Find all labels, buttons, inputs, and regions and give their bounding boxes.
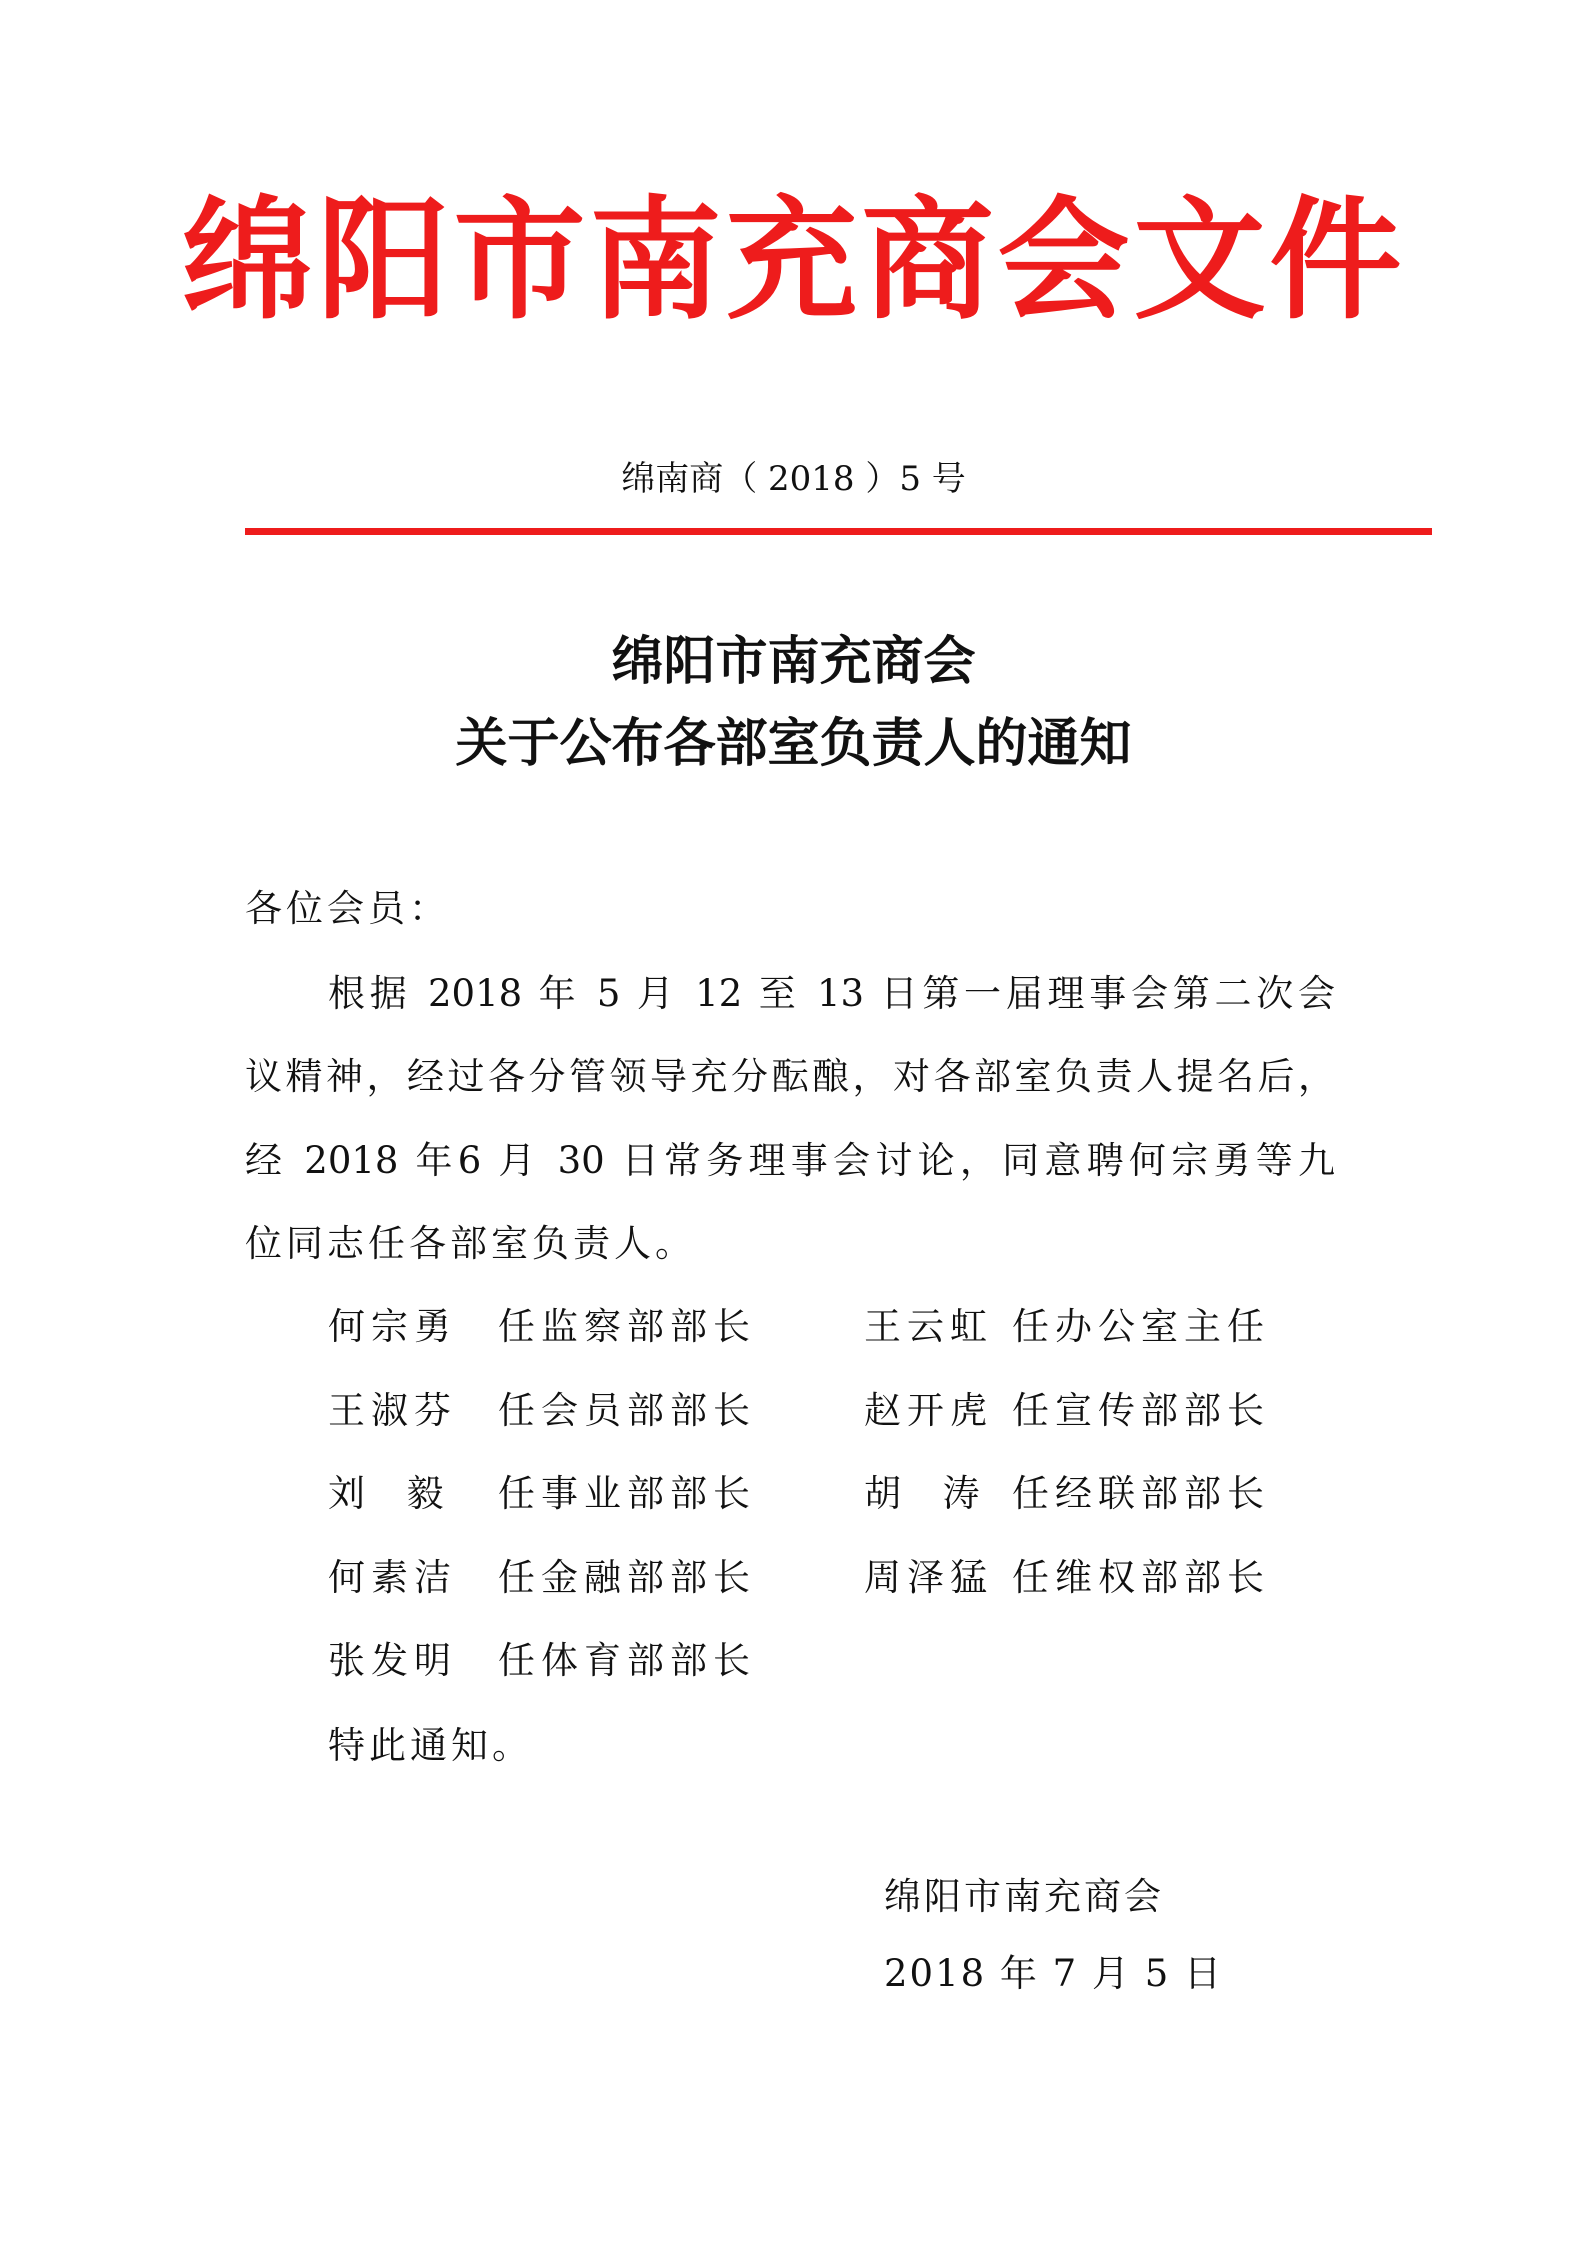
appointee-name: 何宗勇 xyxy=(328,1305,457,1348)
appointee-role: 任宣传部部长 xyxy=(1012,1389,1270,1432)
appointee-role: 任监察部部长 xyxy=(498,1305,756,1348)
salutation: 各位会员： xyxy=(245,887,450,930)
appointee-name: 王淑芬 xyxy=(328,1389,457,1432)
appointment-item xyxy=(328,1389,756,1432)
appointment-item xyxy=(864,1305,1270,1348)
appointee-role: 任办公室主任 xyxy=(1012,1305,1270,1348)
appointee-name: 刘 毅 xyxy=(328,1472,450,1515)
appointee-name: 王云虹 xyxy=(864,1305,993,1348)
red-divider-rule xyxy=(245,528,1432,535)
appointee-name: 何素洁 xyxy=(328,1556,457,1599)
appointment-item xyxy=(864,1556,1270,1599)
appointee-name: 赵开虎 xyxy=(864,1389,993,1432)
appointee-role: 任会员部部长 xyxy=(498,1389,756,1432)
appointee-role: 任维权部部长 xyxy=(1012,1556,1270,1599)
appointee-name: 张发明 xyxy=(328,1639,457,1682)
appointee-role: 任金融部部长 xyxy=(498,1556,756,1599)
signature-date: 2018 年 7 月 5 日 xyxy=(884,1952,1224,1995)
document-number: 绵南商（ 2018 ）5 号 xyxy=(621,459,966,499)
paragraph-line: 根据 2018 年 5 月 12 至 13 日第一届理事会第二次会 xyxy=(328,972,1335,1015)
appointee-role: 任体育部部长 xyxy=(498,1639,756,1682)
appointee-role: 任事业部部长 xyxy=(498,1472,756,1515)
appointment-item xyxy=(328,1556,756,1599)
document-red-header: 绵阳市南充商会文件 xyxy=(181,184,1406,338)
paragraph-line: 经 2018 年6 月 30 日常务理事会讨论，同意聘何宗勇等九 xyxy=(245,1139,1335,1182)
closing-remark: 特此通知。 xyxy=(328,1724,533,1767)
appointment-item xyxy=(328,1639,756,1682)
paragraph-line: 议精神，经过各分管领导充分酝酿，对各部室负责人提名后， xyxy=(245,1055,1335,1098)
appointment-item xyxy=(864,1472,1270,1515)
appointee-name: 周泽猛 xyxy=(864,1556,993,1599)
appointment-item xyxy=(328,1305,756,1348)
appointment-item xyxy=(864,1389,1270,1432)
notice-title-line-1: 绵阳市南充商会 xyxy=(611,632,976,692)
appointment-item xyxy=(328,1472,756,1515)
notice-title-line-2: 关于公布各部室负责人的通知 xyxy=(455,714,1132,774)
signature-organization: 绵阳市南充商会 xyxy=(884,1875,1164,1918)
appointee-name: 胡 涛 xyxy=(864,1472,986,1515)
paragraph-line: 位同志任各部室负责人。 xyxy=(245,1222,696,1265)
appointee-role: 任经联部部长 xyxy=(1012,1472,1270,1515)
